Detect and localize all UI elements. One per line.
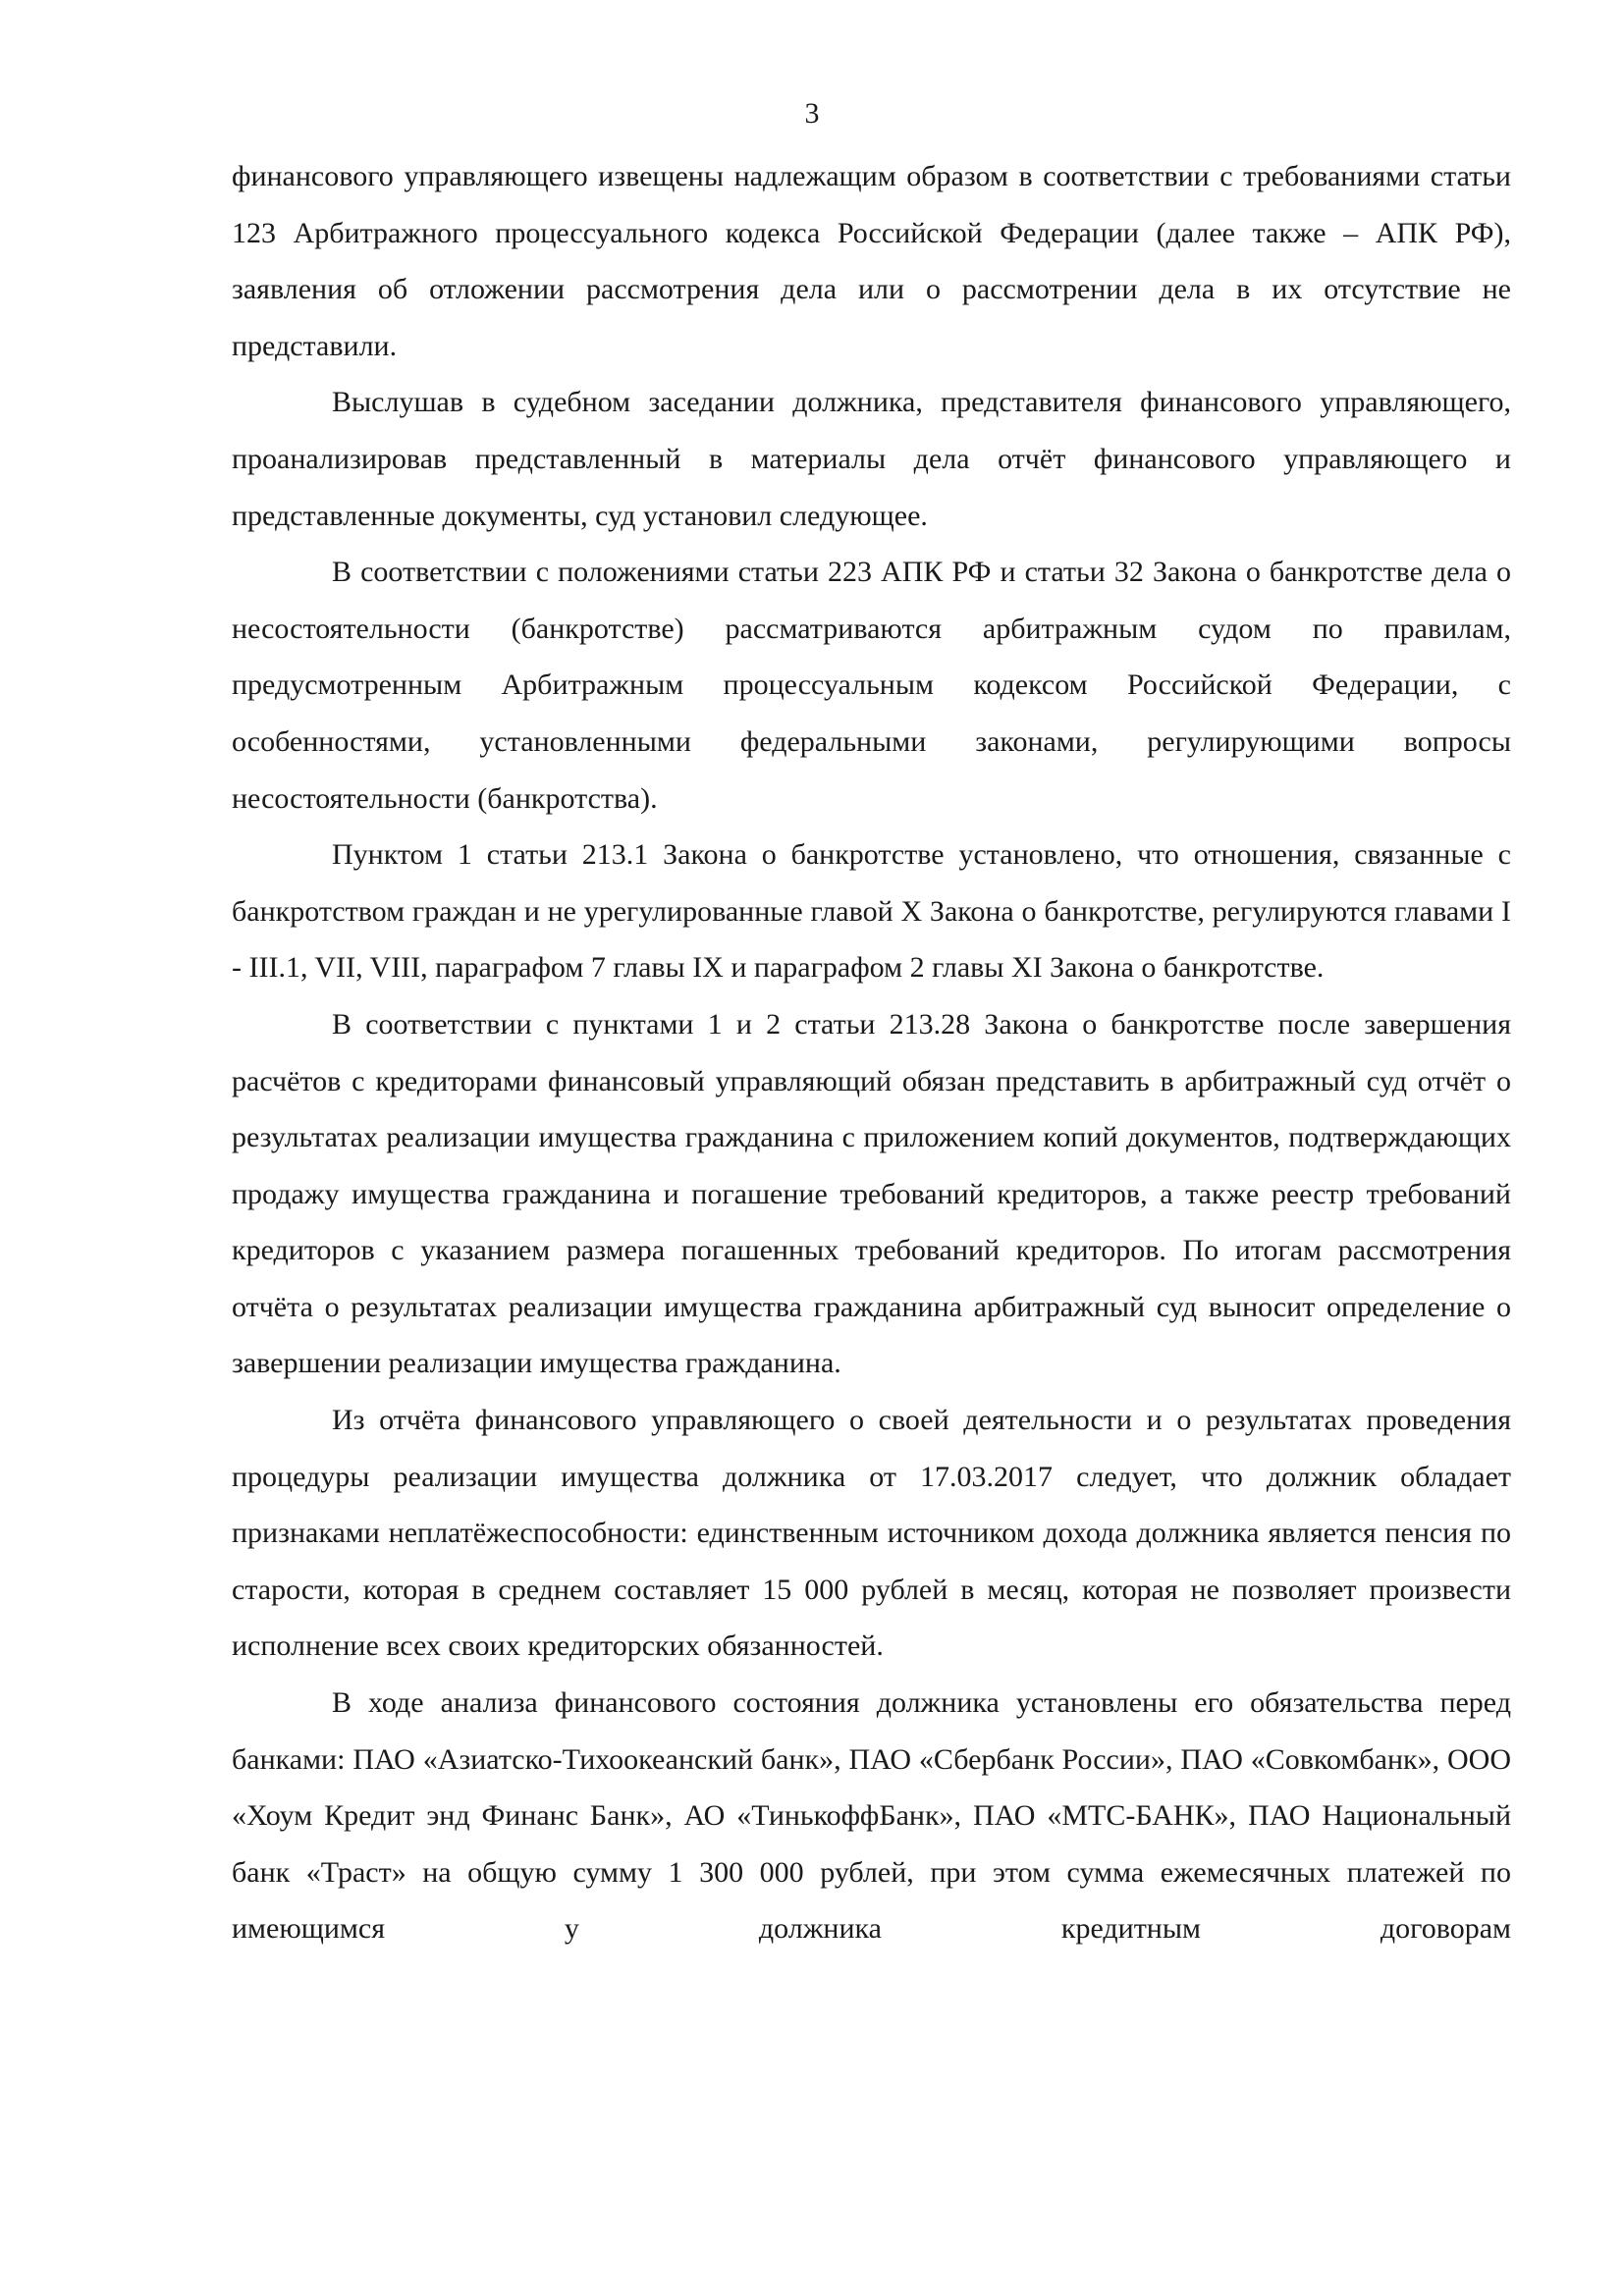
- paragraph-bank-obligations: В ходе анализа финансового состояния должника установлены его обязательства перед банками: ПАО «Азиатско-Тихоокеанский банк», ПАО «Сбербанк России», ПАО «Совкомбанк», ООО «Хоум Кредит энд Финанс Банк», АО «ТинькоффБанк», ПАО «МТС-БАНК», ПАО Национальный банк «Траст» на общую сумму 1 300 000 рублей, при этом сумма ежемесячных платежей по имеющимся у должника кредитным договорам: [232, 1686, 1511, 1946]
- paragraph-legal-basis: В соответствии с положениями статьи 223 АПК РФ и статьи 32 Закона о банкротстве дела о несостоятельности (банкротстве) рассматриваются арбитражным судом по правилам, предусмотренным Арбитражным процессуальным кодексом Российской Федерации, с особенностями, установленными федеральными законами, регулирующими вопросы несостоятельности (банкротства).: [232, 556, 1511, 815]
- paragraph-manager-report: Из отчёта финансового управляющего о своей деятельности и о результатах проведения процедуры реализации имущества должника от 17.03.2017 следует, что должник обладает признаками неплатёжеспособности: единственным источником дохода должника является пенсия по старости, которая в среднем составляет 15 000 рублей в месяц, которая не позволяет произвести исполнение всех своих кредиторских обязанностей.: [232, 1404, 1511, 1663]
- paragraph-hearing: Выслушав в судебном заседании должника, представителя финансового управляющего, проанализировав представленный в материалы дела отчёт финансового управляющего и представленные документы, суд установил следующее.: [232, 386, 1511, 532]
- page-number: 3: [804, 97, 820, 130]
- paragraph-article-213-1: Пунктом 1 статьи 213.1 Закона о банкротстве установлено, что отношения, связанные с банкротством граждан и не урегулированные главой X Закона о банкротстве, регулируются главами I - III.1, VII, VIII, параграфом 7 главы IX и параграфом 2 главы XI Закона о банкротстве.: [232, 838, 1511, 985]
- paragraph-continuation: финансового управляющего извещены надлежащим образом в соответствии с требованиями статьи 123 Арбитражного процессуального кодекса Российской Федерации (далее также – АПК РФ), заявления об отложении рассмотрения дела или о рассмотрении дела в их отсутствие не представили.: [232, 160, 1511, 362]
- paragraph-article-213-28: В соответствии с пунктами 1 и 2 статьи 213.28 Закона о банкротстве после завершения расчётов с кредиторами финансовый управляющий обязан представить в арбитражный суд отчёт о результатах реализации имущества гражданина с приложением копий документов, подтверждающих продажу имущества гражданина и погашение требований кредиторов, а также реестр требований кредиторов с указанием размера погашенных требований кредиторов. По итогам рассмотрения отчёта о результатах реализации имущества гражданина арбитражный суд выносит определение о завершении реализации имущества гражданина.: [232, 1007, 1511, 1380]
- document-body: [232, 148, 1511, 1957]
